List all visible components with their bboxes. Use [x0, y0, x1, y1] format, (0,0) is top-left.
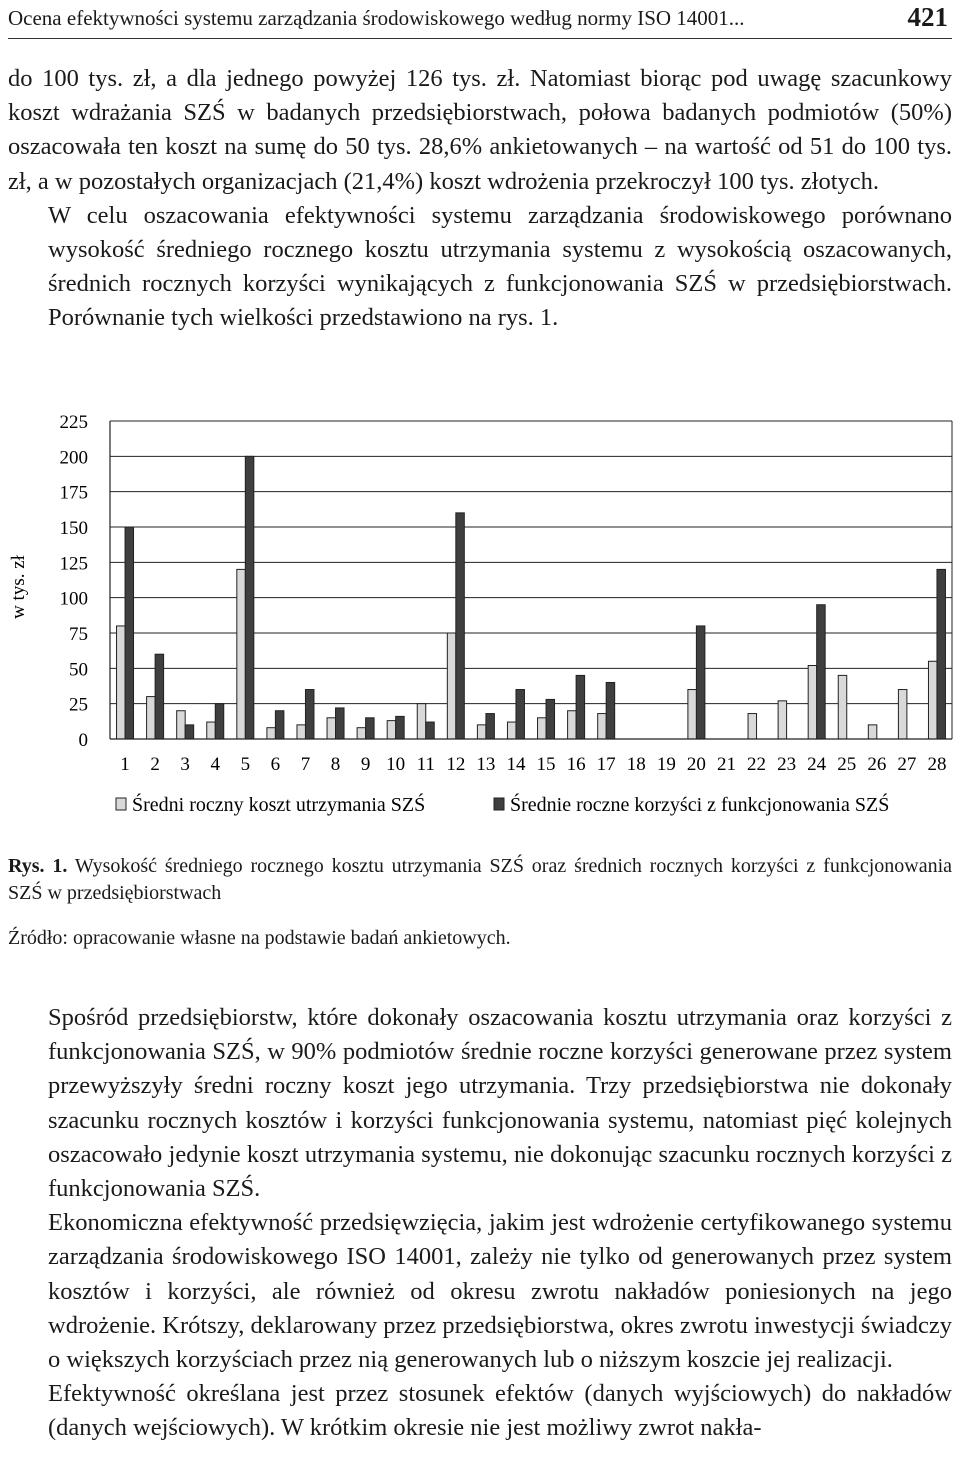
bar-cost: [267, 728, 276, 739]
x-tick-label: 7: [300, 754, 311, 775]
legend-swatch: [494, 798, 504, 810]
x-tick-label: 13: [476, 754, 496, 775]
bar-benefit: [456, 513, 465, 739]
bar-cost: [327, 718, 336, 739]
bar-cost: [117, 626, 126, 739]
bar-cost: [297, 725, 306, 739]
x-tick-label: 26: [867, 754, 887, 775]
bar-cost: [688, 690, 697, 739]
chart-legend: [116, 792, 889, 816]
y-tick-labels: [60, 412, 89, 751]
bar-benefit: [305, 690, 314, 739]
paragraph-text: Efektywność określana jest przez stosunek efektów (danych wyjściowych) do nakładów (danych wejściowych). W krótkim okresie nie jest możliwy zwrot nakła-: [48, 1380, 952, 1442]
paragraph-text: Ekonomiczna efektywność przedsięwzięcia, jakim jest wdrożenie certyfikowanego systemu zarządzania środowiskowego ISO 14001, zależy nie tylko od generowanych przez system kosztów i korzyści, ale również od okresu zwrotu nakładów poniesionych na jego wdrożenie. Krótszy, deklarowany przez przedsiębiorstwa, okres zwrotu inwestycji świadczy o większych korzyściach przez nią generowanych lub o niższym koszcie jej realizacji.: [48, 1209, 952, 1374]
bar-chart: [0, 400, 960, 840]
bar-benefit: [606, 682, 615, 739]
x-tick-label: 18: [626, 754, 646, 775]
x-tick-label: 3: [180, 754, 190, 775]
bar-benefit: [576, 675, 585, 739]
y-tick-label: 100: [59, 588, 88, 610]
chart-gridlines: [110, 421, 952, 704]
x-tick-label: 19: [656, 754, 676, 775]
bar-cost: [538, 718, 547, 739]
y-tick-label: 75: [69, 624, 88, 645]
bar-cost: [387, 721, 396, 739]
bar-cost: [417, 704, 426, 739]
bar-cost: [207, 722, 216, 739]
x-tick-label: 8: [330, 754, 341, 775]
x-tick-label: 25: [837, 754, 857, 775]
body-paragraph-top: [8, 62, 952, 336]
chart-axes: [110, 421, 952, 739]
figure-source: Źródło: opracowanie własne na podstawie badań ankietowych.: [8, 927, 511, 949]
x-tick-label: 28: [927, 754, 947, 775]
y-tick-label: 50: [69, 659, 88, 681]
paragraph-text: W celu oszacowania efektywności systemu zarządzania środowiskowego porównano wysokość średniego rocznego kosztu utrzymania systemu z wysokością oszacowanych, średnich rocznych korzyści wynikających z funkcjonowania SZŚ w przedsiębiorstwach. Porównanie tych wielkości przedstawiono na rys. 1.: [48, 201, 952, 332]
bar-cost: [447, 633, 456, 739]
body-paragraph-bottom: [8, 1001, 952, 1446]
x-tick-label: 20: [686, 754, 706, 775]
bar-cost: [748, 714, 757, 739]
bar-benefit: [215, 704, 224, 739]
x-tick-label: 22: [747, 754, 767, 775]
bar-cost: [568, 711, 577, 739]
bar-cost: [928, 661, 937, 739]
bar-benefit: [155, 654, 164, 739]
page-header: [8, 2, 952, 39]
bar-benefit: [486, 714, 495, 739]
y-tick-label: 150: [59, 518, 88, 539]
figure-1: [0, 400, 960, 840]
x-tick-label: 27: [897, 754, 917, 775]
x-tick-label: 14: [506, 754, 526, 775]
x-tick-label: 11: [416, 754, 435, 775]
x-tick-label: 23: [777, 754, 797, 775]
x-tick-label: 5: [240, 754, 251, 775]
bar-benefit: [275, 711, 284, 739]
bar-benefit: [546, 699, 555, 739]
x-tick-label: 21: [716, 754, 736, 775]
bar-cost: [808, 666, 817, 739]
x-tick-label: 2: [150, 754, 160, 775]
bar-benefit: [426, 722, 435, 739]
bar-benefit: [937, 569, 946, 739]
paragraph-text: Spośród przedsiębiorstw, które dokonały oszacowania kosztu utrzymania oraz korzyści z funkcjonowania SZŚ, w 90% podmiotów średnie roczne korzyści generowane przez system przewyższyły średni roczny koszt jego utrzymania. Trzy przedsiębiorstwa nie dokonały szacunku rocznych kosztów i korzyści funkcjonowania systemu, natomiast pięć kolejnych oszacowało jedynie koszt utrzymania systemu, nie dokonując szacunku rocznych korzyści z funkcjonowania SZŚ.: [48, 1004, 952, 1203]
x-tick-label: 15: [536, 754, 556, 775]
bar-benefit: [125, 527, 133, 739]
running-title: Ocena efektywności systemu zarządzania środowiskowego według normy ISO 14001...: [8, 6, 745, 30]
x-tick-label: 24: [807, 754, 827, 775]
y-tick-label: 0: [78, 730, 88, 751]
bar-cost: [598, 714, 607, 739]
y-tick-label: 25: [69, 694, 88, 716]
bar-cost: [868, 725, 877, 739]
y-tick-label: 125: [59, 553, 88, 575]
page-number: 421: [907, 2, 948, 32]
bar-benefit: [185, 725, 194, 739]
bar-cost: [237, 569, 246, 739]
x-tick-label: 12: [446, 754, 466, 775]
y-tick-label: 200: [59, 447, 88, 469]
paragraph-text: do 100 tys. zł, a dla jednego powyżej 126 tys. zł. Natomiast biorąc pod uwagę szacunkowy koszt wdrażania SZŚ w badanych przedsiębiorstwach, połowa badanych podmiotów (50%) oszacowała ten koszt na sumę do 50 tys. 28,6% ankietowanych – na wartość od 51 do 100 tys. zł, a w pozostałych organizacjach (21,4%) koszt wdrożenia przekroczył 100 tys. złotych.: [8, 65, 952, 195]
legend-label: Średni roczny koszt utrzymania SZŚ: [132, 794, 426, 816]
legend-swatch: [116, 798, 126, 810]
bar-cost: [838, 675, 847, 739]
bar-benefit: [396, 716, 405, 739]
x-tick-label: 6: [270, 754, 281, 775]
x-tick-labels: [120, 754, 946, 775]
x-tick-label: 9: [360, 754, 371, 775]
legend-label: Średnie roczne korzyści z funkcjonowania SZŚ: [510, 794, 890, 816]
bar-cost: [357, 728, 366, 739]
y-axis-label: w tys. zł: [8, 555, 29, 619]
bar-cost: [507, 722, 516, 739]
bar-cost: [477, 725, 486, 739]
figure-caption-text: Wysokość średniego rocznego kosztu utrzymania SZŚ oraz średnich rocznych korzyści z funkcjonowania SZŚ w przedsiębiorstwach: [8, 855, 953, 904]
x-tick-label: 4: [210, 754, 220, 775]
bar-benefit: [245, 456, 254, 739]
bar-benefit: [516, 690, 525, 739]
bar-benefit: [366, 718, 375, 739]
x-tick-label: 1: [120, 754, 130, 775]
bar-cost: [898, 690, 907, 739]
figure-caption: [8, 853, 952, 907]
y-tick-label: 225: [59, 412, 88, 433]
bar-benefit: [696, 626, 705, 739]
bar-benefit: [817, 605, 826, 739]
bar-cost: [778, 701, 787, 739]
y-tick-label: 175: [59, 482, 88, 504]
x-tick-label: 17: [596, 754, 616, 775]
figure-label: Rys. 1.: [8, 855, 68, 877]
bar-cost: [147, 697, 156, 739]
bar-benefit: [336, 708, 345, 739]
x-tick-label: 10: [386, 754, 406, 775]
x-tick-label: 16: [566, 754, 586, 775]
bar-cost: [177, 711, 186, 739]
